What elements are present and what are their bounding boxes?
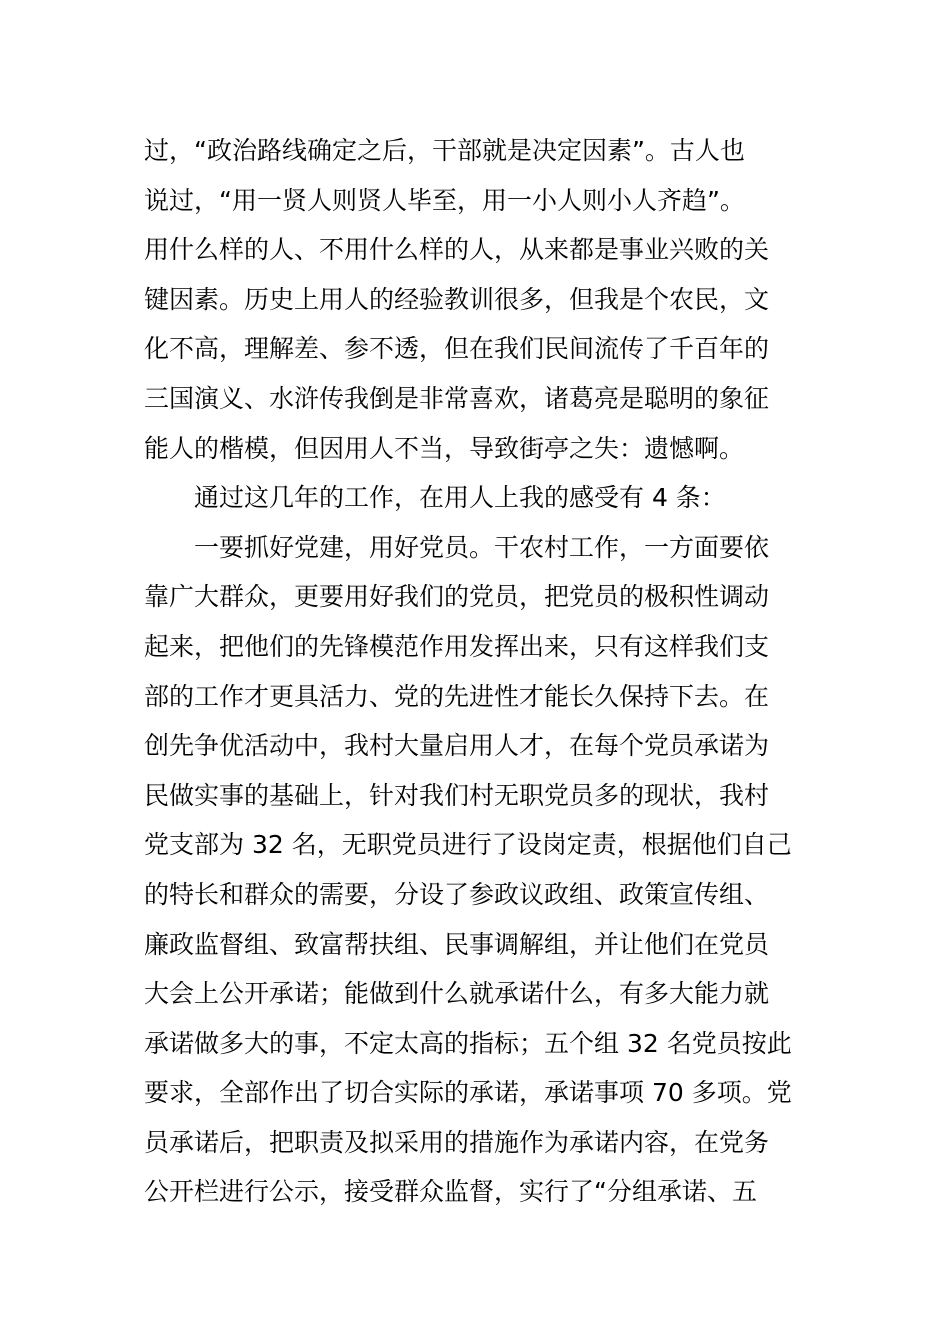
paragraph-first-line: 通过这几年的工作，在用人上我的感受有 4 条： [194, 483, 726, 513]
text-line: 民做实事的基础上，针对我们村无职党员多的现状，我村 [144, 780, 770, 810]
text-line: 说过，“用一贤人则贤人毕至，用一小人则小人齐趋”。 [144, 185, 745, 215]
text-line: 党支部为 32 名，无职党员进行了设岗定责，根据他们自己 [144, 830, 792, 860]
text-line: 起来，把他们的先锋模范作用发挥出来，只有这样我们支 [144, 631, 770, 661]
body-text [144, 126, 814, 1217]
text-line: 承诺做多大的事，不定太高的指标；五个组 32 名党员按此 [144, 1028, 792, 1058]
text-line: 用什么样的人、不用什么样的人，从来都是事业兴败的关 [144, 235, 770, 265]
text-line: 过，“政治路线确定之后，干部就是决定因素”。古人也 [144, 136, 745, 165]
text-line: 廉政监督组、致富帮扶组、民事调解组，并让他们在党员 [144, 929, 770, 959]
text-line: 要求，全部作出了切合实际的承诺，承诺事项 70 多项。党 [144, 1078, 792, 1108]
text-line: 创先争优活动中，我村大量启用人才，在每个党员承诺为 [144, 731, 770, 761]
text-line: 能人的楷模，但因用人不当，导致街亭之失：遗憾啊。 [144, 433, 745, 463]
text-line: 部的工作才更具活力、党的先进性才能长久保持下去。在 [144, 681, 770, 711]
text-line: 三国演义、水浒传我倒是非常喜欢，诸葛亮是聪明的象征 [144, 383, 770, 413]
text-line: 键因素。历史上用人的经验教训很多，但我是个农民，文 [144, 284, 770, 314]
text-line: 公开栏进行公示，接受群众监督，实行了“分组承诺、五 [144, 1177, 757, 1207]
text-line: 化不高，理解差、参不透，但在我们民间流传了千百年的 [144, 334, 770, 364]
paragraph-first-line: 一要抓好党建，用好党员。干农村工作，一方面要依 [194, 532, 770, 562]
text-line: 员承诺后，把职责及拟采用的措施作为承诺内容，在党务 [144, 1127, 770, 1157]
text-line: 靠广大群众，更要用好我们的党员，把党员的极积性调动 [144, 582, 770, 612]
text-line: 的特长和群众的需要，分设了参政议政组、政策宣传组、 [144, 879, 770, 909]
text-line: 大会上公开承诺；能做到什么就承诺什么，有多大能力就 [144, 979, 770, 1009]
